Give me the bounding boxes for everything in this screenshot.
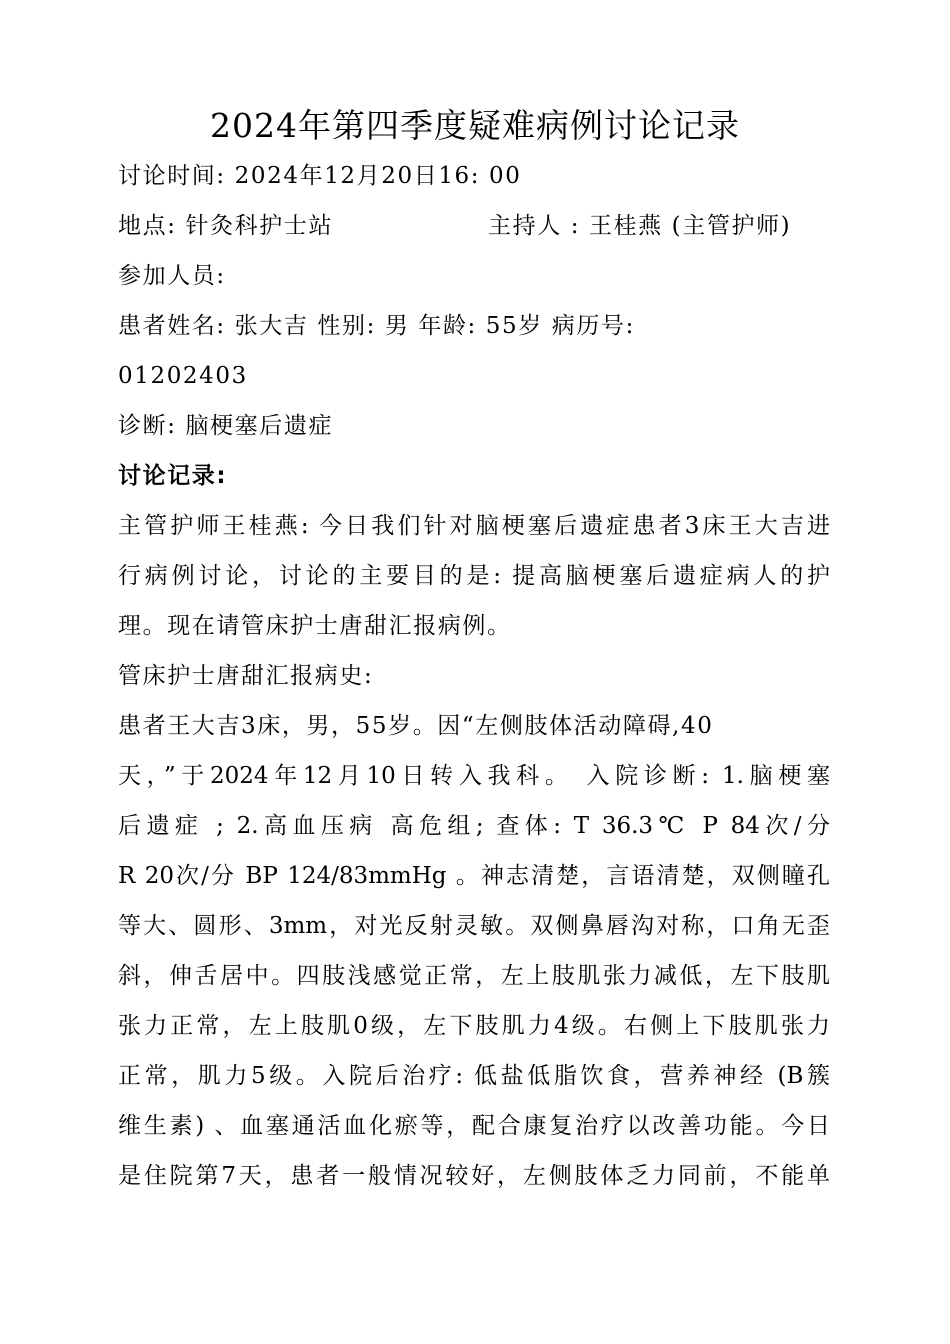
paragraph-line: 行病例讨论，讨论的主要目的是: 提高脑梗塞后遗症病人的护 (118, 563, 830, 589)
report-heading: 管床护士唐甜汇报病史: (118, 663, 374, 689)
patient-info: 患者姓名: 张大吉 性别: 男 年龄: 55岁 病历号: (118, 313, 635, 339)
location: 地点: 针灸科护士站 (118, 213, 334, 239)
paragraph-line: 等大、圆形、3mm，对光反射灵敏。双侧鼻唇沟对称，口角无歪 (118, 913, 830, 939)
record-number: 01202403 (118, 363, 248, 389)
document-title: 2024年第四季度疑难病例讨论记录 (210, 106, 740, 145)
diagnosis: 诊断: 脑梗塞后遗症 (118, 413, 334, 439)
paragraph-line: 维生素) 、血塞通活血化瘀等，配合康复治疗以改善功能。今日 (118, 1113, 830, 1139)
paragraph-line: 主管护师王桂燕: 今日我们针对脑梗塞后遗症患者3床王大吉进 (118, 513, 830, 539)
paragraph-line: 患者王大吉3床，男，55岁。因“左侧肢体活动障碍,40 (118, 713, 714, 739)
paragraph-line: 理。现在请管床护士唐甜汇报病例。 (118, 613, 512, 639)
participants-label: 参加人员: (118, 263, 226, 289)
paragraph-line: 后遗症 ; 2.高血压病 高危组; 查体: T 36.3℃ P 84次/分 (118, 813, 830, 839)
paragraph-line: 是住院第7天，患者一般情况较好，左侧肢体乏力同前，不能单 (118, 1163, 830, 1189)
paragraph-line: 斜，伸舌居中。四肢浅感觉正常，左上肢肌张力减低，左下肢肌 (118, 963, 830, 989)
host: 主持人 : 王桂燕 (主管护师) (488, 213, 792, 239)
paragraph-line: 正常，肌力5级。入院后治疗: 低盐低脂饮食，营养神经 (B簇 (118, 1063, 830, 1089)
paragraph-line: R 20次/分 BP 124/83mmHg 。神志清楚，言语清楚，双侧瞳孔 (118, 863, 830, 889)
discussion-time: 讨论时间: 2024年12月20日16: 00 (118, 163, 522, 189)
paragraph-line: 张力正常，左上肢肌0级，左下肢肌力4级。右侧上下肢肌张力 (118, 1013, 830, 1039)
discussion-heading: 讨论记录: (118, 463, 228, 489)
paragraph-line: 天，”于2024年12月10日转入我科。 入院诊断: 1.脑梗塞 (118, 763, 830, 789)
